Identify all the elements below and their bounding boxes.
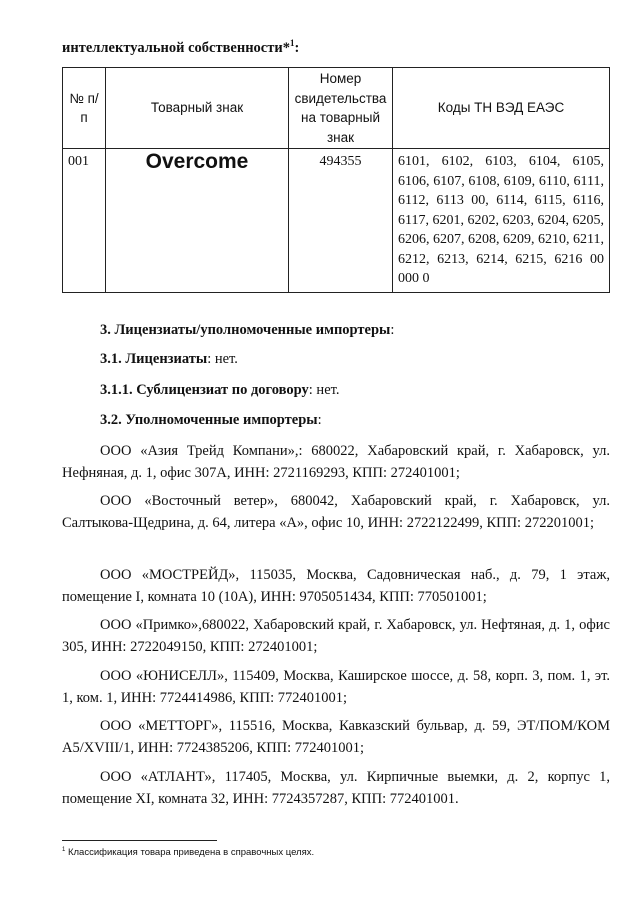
header-trademark: Товарный знак — [106, 68, 289, 149]
header-num: № п/п — [63, 68, 106, 149]
importer-paragraph: ООО «АТЛАНТ», 117405, Москва, ул. Кирпичные выемки, д. 2, корпус 1, помещение XI, комната 32, ИНН: 7724357287, КПП: 772401001. — [62, 769, 610, 807]
importer-paragraph: ООО «Примко»,680022, Хабаровский край, г. Хабаровск, ул. Нефтяная, д. 1, офис 305, ИНН: 2722049150, КПП: 272401001; — [62, 617, 610, 655]
table-header-row — [63, 68, 610, 149]
header-codes: Коды ТН ВЭД ЕАЭС — [393, 68, 610, 149]
table-row — [63, 149, 610, 293]
section-3-1-1-title: 3.1.1. Сублицензиат по договору: нет. — [100, 382, 340, 398]
row-num: 001 — [63, 149, 106, 293]
importer-paragraph: ООО «МОСТРЕЙД», 115035, Москва, Садовническая наб., д. 79, 1 этаж, помещение I, комната 10 (10А), ИНН: 9705051434, КПП: 770501001; — [62, 567, 610, 605]
section-3-1-title: 3.1. Лицензиаты: нет. — [100, 351, 238, 367]
section-3-2-title: 3.2. Уполномоченные импортеры: — [100, 412, 322, 428]
footnote: $^1$ Классификация товара приведена в справочных целях. — [62, 847, 315, 859]
footnote-divider — [62, 840, 217, 841]
trademark-table — [62, 67, 610, 293]
footnote-ref: 1 — [289, 38, 295, 48]
importer-paragraph: ООО «Восточный ветер», 680042, Хабаровский край, г. Хабаровск, ул. Салтыкова-Щедрина, д. 64, литера «А», офис 10, ИНН: 2722122499, КПП: 272201001; — [62, 493, 610, 531]
importer-paragraph: ООО «МЕТТОРГ», 115516, Москва, Кавказский бульвар, д. 59, ЭТ/ПОМ/КОМ А5/XVIII/1, ИНН: 7724385206, КПП: 772401001; — [62, 718, 610, 756]
certificate-number: 494355 — [289, 149, 393, 293]
importer-paragraph: ООО «ЮНИСЕЛЛ», 115409, Москва, Каширское шоссе, д. 58, корп. 3, пом. 1, эт. 1, ком. 1, ИНН: 7724414986, КПП: 772401001; — [62, 668, 610, 706]
header-certificate: Номер свидетельства на товарный знак — [289, 68, 393, 149]
importer-paragraph: ООО «Азия Трейд Компани»,: 680022, Хабаровский край, г. Хабаровск, ул. Нефняная, д. 1, офис 307А, ИНН: 2721169293, КПП: 272401001; — [62, 443, 610, 481]
hs-codes: 6101, 6102, 6103, 6104, 6105, 6106, 6107, 6108, 6109, 6110, 6111, 6112, 6113 00, 6114, 6115, 6116, 6117, 6201, 6202, 6203, 6204, 6205, 6206, 6207, 6208, 6209, 6210, 6211, 6212, 6213, 6214, 6215, 6216 00 000 0 — [393, 149, 610, 293]
heading-intellectual-property: интеллектуальной собственности*$^1$: — [62, 38, 300, 56]
section-3-title: 3. Лицензиаты/уполномоченные импортеры: — [100, 322, 395, 338]
trademark-name: Overcome — [106, 149, 289, 293]
